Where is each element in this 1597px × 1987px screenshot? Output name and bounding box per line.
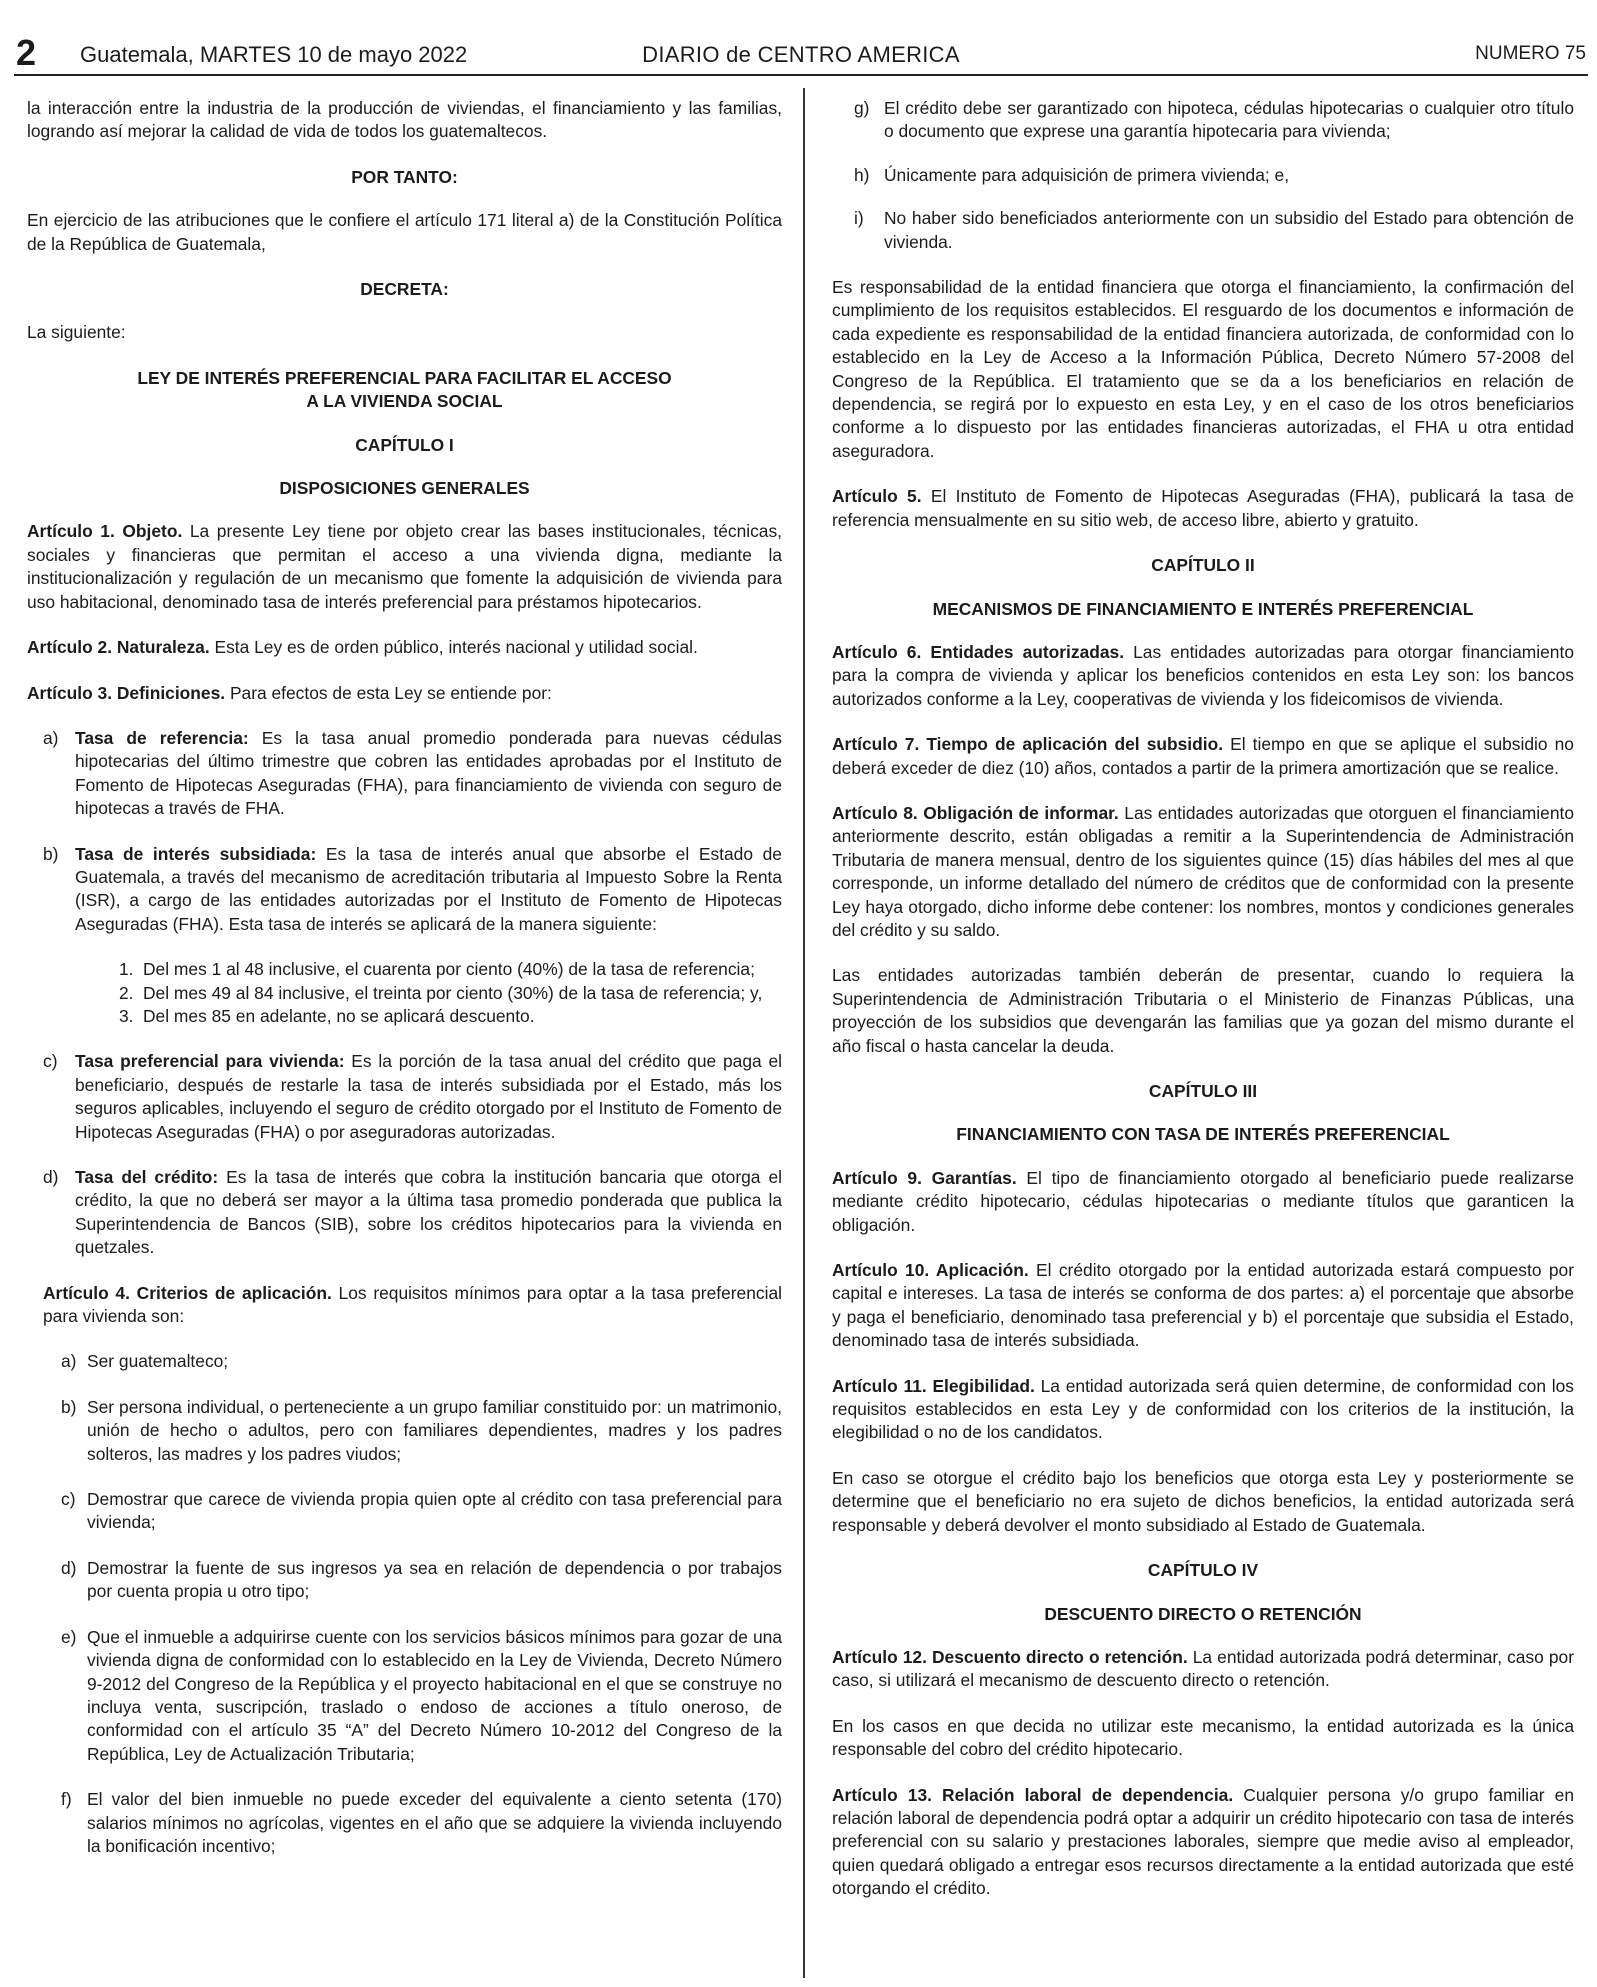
definition-label: c) (43, 1051, 58, 1072)
requirement-text: El valor del bien inmueble no puede exceder del equivalente a ciento setenta (170) salarios mínimos no agrícolas, vigentes en el año que se adquiere la vivienda incluyendo la bonificación incentivo; (87, 1789, 782, 1856)
article-7 (832, 733, 1574, 780)
requirement-text: Ser persona individual, o perteneciente a un grupo familiar constituido por: un matrimonio, unión de hecho o adultos, pero con familiares dependientes, madres y los padres solteros, las madres y los padres viudos; (87, 1396, 782, 1464)
article-6-title: Artículo 6. Entidades autorizadas. (832, 641, 1125, 662)
definition-term: Tasa de referencia: (75, 727, 249, 748)
requirement-item (27, 1350, 782, 1373)
article-3-text: Para efectos de esta Ley se entiende por: (225, 682, 552, 703)
definition-text: Es la tasa anual promedio ponderada para nuevas cédulas hipotecarias del último trimestre que cobren las entidades aprobadas por el Instituto de Fomento de Hipotecas Aseguradas (FHA), para financiamiento de vivienda con seguro de hipotecas a través de FHA. (75, 727, 782, 819)
requirement-item (27, 1557, 782, 1604)
chapter-3-heading: CAPÍTULO III (1148, 1081, 1258, 1101)
chapter-1-heading: CAPÍTULO I (355, 434, 454, 455)
article-3 (27, 682, 782, 705)
article-5-text: El Instituto de Fomento de Hipotecas Aseguradas (FHA), publicará la tasa de referencia mensualmente en su sitio web, de acceso libre, abierto y gratuito. (832, 486, 1574, 530)
definition-term: Tasa del crédito: (75, 1167, 219, 1187)
article-12 (832, 1646, 1574, 1693)
definition-text: Es la tasa de interés que cobra la institución bancaria que otorga el crédito, la que no deberá ser mayor a la última tasa promedio ponderada que publica la Superintendencia de Bancos (SIB), sobre los créditos hipotecarios para la vivienda en quetzales. (75, 1167, 782, 1258)
issue-date: Guatemala, MARTES 10 de mayo 2022 (80, 42, 468, 67)
definition-term: Tasa de interés subsidiada: (75, 843, 317, 864)
definition-item (27, 1050, 782, 1144)
chapter-1-title: DISPOSICIONES GENERALES (279, 478, 530, 499)
requirement-label: f) (61, 1789, 72, 1810)
requirement-label: h) (854, 164, 870, 185)
article-1 (27, 520, 782, 614)
chapter-2-heading: CAPÍTULO II (1151, 555, 1255, 576)
article-13-title: Artículo 13. Relación laboral de dependencia. (832, 1784, 1234, 1805)
definition-item (27, 843, 782, 1029)
requirement-item (854, 207, 1574, 254)
schedule-text: Del mes 85 en adelante, no se aplicará descuento. (143, 1005, 535, 1026)
requirement-label: b) (61, 1396, 77, 1417)
definition-item (27, 1166, 782, 1260)
requirement-label: c) (61, 1489, 76, 1510)
article-2-text: Esta Ley es de orden público, interés nacional y utilidad social. (209, 637, 698, 658)
schedule-item (119, 982, 782, 1005)
article-8-paragraph-2: Las entidades autorizadas también deberán de presentar, cuando lo requiera la Superintendencia de Administración Tributaria o el Ministerio de Finanzas Públicas, una proyección de los subsidios que devengarán las familias que ya gozan del mismo durante el año fiscal o hasta cancelar la deuda. (832, 965, 1574, 1056)
requirement-item (27, 1488, 782, 1535)
column-divider (803, 88, 805, 1978)
article-2 (27, 636, 782, 659)
article-6-text: Las entidades autorizadas para otorgar financiamiento para la compra de vivienda y aplicar los beneficios contenidos en esta Ley son: los bancos autorizados conforme a la Ley, cooperativas de vivienda y los fideicomisos de vivienda. (832, 641, 1574, 709)
chapter-3-title: FINANCIAMIENTO CON TASA DE INTERÉS PREFERENCIAL (956, 1124, 1450, 1145)
left-column (27, 97, 782, 1880)
requirement-item (27, 1788, 782, 1858)
requirement-item (854, 97, 1574, 144)
article-11-title: Artículo 11. Elegibilidad. (832, 1375, 1035, 1396)
page-number: 2 (16, 32, 37, 73)
article-11 (832, 1375, 1574, 1445)
definition-text: Es la porción de la tasa anual del crédito que paga el beneficiario, después de restarle la tasa de interés subsidiada por el Estado, más los seguros aplicables, incluyendo el seguro de crédito otorgado por el Instituto de Fomento de Hipotecas Aseguradas (FHA) o por aseguradoras autorizadas. (75, 1051, 783, 1142)
requirement-label: a) (61, 1351, 77, 1372)
por-tanto-heading: POR TANTO: (351, 166, 458, 187)
chapter-2-title: MECANISMOS DE FINANCIAMIENTO E INTERÉS PREFERENCIAL (932, 598, 1474, 619)
subsidy-schedule (75, 958, 782, 1028)
article-4 (27, 1282, 782, 1329)
article-8-text: Las entidades autorizadas que otorguen el financiamiento anteriormente descrito, están obligadas a remitir a la Superintendencia de Administración Tributaria de manera mensual, dentro de los siguientes quince (15) días hábiles del mes al que corresponde, un informe detallado del número de créditos que de conformidad con la presente Ley haya otorgado, dicho informe debe contener: los nombres, montos y condiciones generales del crédito y su saldo. (832, 802, 1574, 940)
requirement-label: d) (61, 1557, 77, 1578)
intro-paragraph: la interacción entre la industria de la producción de viviendas, el financiamiento y las familias, logrando así mejorar la calidad de vida de todos los guatemaltecos. (27, 98, 782, 142)
responsabilidad-paragraph: Es responsabilidad de la entidad financiera que otorga el financiamiento, la confirmación del cumplimiento de los requisitos establecidos. El resguardo de los documentos e información de cada expediente es responsabilidad de la entidad financiera autorizada, de conformidad con lo establecido en la Ley de Acceso a la Información Pública, Decreto Número 57-2008 del Congreso de la República. El tratamiento que se da a los beneficiarios en relación de dependencia, se regirá por lo expuesto en esta Ley, y en el caso de los otros beneficiarios conforme a lo dispuesto por las entidades financieras autorizadas, el FHA u otra entidad aseguradora. (832, 277, 1574, 461)
requirements-list-continued (832, 97, 1574, 254)
schedule-text: Del mes 49 al 84 inclusive, el treinta por ciento (30%) de la tasa de referencia; y, (143, 982, 763, 1003)
definition-term: Tasa preferencial para vivienda: (75, 1051, 345, 1072)
definition-label: b) (43, 843, 59, 864)
article-8-title: Artículo 8. Obligación de informar. (832, 802, 1119, 823)
definition-item (27, 727, 782, 821)
requirement-label: e) (61, 1626, 77, 1647)
article-7-text: El tiempo en que se aplique el subsidio no deberá exceder de diez (10) años, contados a partir de la primera amortización que se realice. (832, 734, 1574, 778)
article-12-paragraph-2: En los casos en que decida no utilizar este mecanismo, la entidad autorizada es la única responsable del cobro del crédito hipotecario. (832, 1715, 1574, 1760)
article-10-text: El crédito otorgado por la entidad autorizada estará compuesto por capital e intereses. La tasa de interés se conforma de dos partes: a) el porcentaje que absorbe y paga el beneficiario, denominado tasa preferencial y b) el porcentaje que subsidia el Estado, denominado tasa de interés subsidiada. (832, 1260, 1574, 1351)
article-2-title: Artículo 2. Naturaleza. (27, 637, 210, 658)
issue-number: NUMERO 75 (1475, 43, 1586, 64)
article-13 (832, 1784, 1574, 1901)
article-1-title: Artículo 1. Objeto. (27, 521, 183, 542)
article-4-text: Los requisitos mínimos para optar a la tasa preferencial para vivienda son: (43, 1282, 782, 1327)
article-6 (832, 641, 1574, 711)
requirement-item (27, 1396, 782, 1466)
article-9 (832, 1167, 1574, 1237)
schedule-text: Del mes 1 al 48 inclusive, el cuarenta por ciento (40%) de la tasa de referencia; (143, 959, 755, 980)
article-1-text: La presente Ley tiene por objeto crear las bases institucionales, técnicas, sociales y financieras que permitan el acceso a una vivienda digna, mediante la institucionalización y regulación de un mecanismo que fomente la adquisición de vivienda para uso habitacional, denominado tasa de interés preferencial para préstamos hipotecarios. (27, 521, 783, 612)
requirement-text: No haber sido beneficiados anteriormente con un subsidio del Estado para obtención de vivienda. (884, 208, 1574, 252)
schedule-number: 1. (119, 959, 134, 980)
definition-label: a) (43, 727, 59, 748)
article-4-title: Artículo 4. Criterios de aplicación. (43, 1282, 332, 1303)
chapter-4-title: DESCUENTO DIRECTO O RETENCIÓN (1044, 1603, 1362, 1624)
requirement-text: El crédito debe ser garantizado con hipoteca, cédulas hipotecarias o cualquier otro título o documento que exprese una garantía hipotecaria para vivienda; (884, 98, 1574, 142)
article-9-title: Artículo 9. Garantías. (832, 1167, 1017, 1188)
article-12-text: La entidad autorizada podrá determinar, caso por caso, si utilizará el mecanismo de descuento directo o retención. (832, 1646, 1574, 1691)
article-8 (832, 802, 1574, 942)
requirement-text: Demostrar que carece de vivienda propia quien opte al crédito con tasa preferencial para vivienda; (87, 1489, 782, 1533)
schedule-item (119, 1005, 782, 1028)
schedule-number: 3. (119, 1005, 134, 1026)
requirement-text: Demostrar la fuente de sus ingresos ya sea en relación de dependencia o por trabajos por cuenta propia u otro tipo; (87, 1557, 782, 1602)
law-title-line-2: A LA VIVIENDA SOCIAL (306, 391, 503, 412)
right-column (832, 97, 1574, 1923)
article-7-title: Artículo 7. Tiempo de aplicación del subsidio. (832, 734, 1224, 755)
schedule-item (119, 958, 782, 981)
law-title (27, 367, 782, 414)
requirement-item (27, 1626, 782, 1766)
chapter-4-heading: CAPÍTULO IV (1147, 1560, 1259, 1581)
article-5-title: Artículo 5. (832, 486, 922, 507)
requirements-list (27, 1350, 782, 1858)
requirement-text: Que el inmueble a adquirirse cuente con los servicios básicos mínimos para gozar de una vivienda digna de conformidad con lo establecido en la Ley de Vivienda, Decreto Número 9-2012 del Congreso de la República y el proyecto habitacional en el que se construye no incluya venta, suscripción, traslado o endoso de acciones a título oneroso, de conformidad con el artículo 35 “A” del Decreto Número 10-2012 del Congreso de la República, Ley de Actualización Tributaria; (87, 1626, 782, 1764)
article-11-paragraph-2: En caso se otorgue el crédito bajo los beneficios que otorga esta Ley y posteriormente se determine que el beneficiario no era sujeto de dichos beneficios, la entidad autorizada será responsable y deberá devolver el monto subsidiado al Estado de Guatemala. (832, 1467, 1574, 1535)
newspaper-name: DIARIO de CENTRO AMERICA (642, 42, 960, 67)
requirement-label: g) (854, 98, 870, 118)
schedule-number: 2. (119, 982, 134, 1003)
requirement-label: i) (854, 208, 864, 229)
decreta-heading: DECRETA: (360, 279, 449, 300)
article-9-text: El tipo de financiamiento otorgado al beneficiario puede realizarse mediante crédito hipotecario, cédulas hipotecarias o mediante títulos que garanticen la obligación. (832, 1167, 1574, 1235)
article-5 (832, 485, 1574, 532)
definition-label: d) (43, 1167, 59, 1187)
definitions-list (27, 727, 782, 1260)
article-12-title: Artículo 12. Descuento directo o retención. (832, 1646, 1188, 1667)
article-3-title: Artículo 3. Definiciones. (27, 682, 226, 703)
article-10 (832, 1259, 1574, 1353)
page-header (14, 32, 1588, 76)
article-10-title: Artículo 10. Aplicación. (832, 1260, 1029, 1281)
requirement-text: Únicamente para adquisición de primera vivienda; e, (884, 164, 1290, 185)
definition-text: Es la tasa de interés anual que absorbe el Estado de Guatemala, a través del mecanismo de acreditación tributaria al Impuesto Sobre la Renta (ISR), a cargo de las entidades autorizadas por el Instituto de Fomento de Hipotecas Aseguradas (FHA). Esta tasa de interés se aplicará de la manera siguiente: (75, 843, 782, 934)
la-siguiente-text: La siguiente: (27, 322, 126, 343)
article-11-text: La entidad autorizada será quien determine, de conformidad con los requisitos establecidos en esta Ley y de conformidad con los criterios de la institución, la elegibilidad o no de los candidatos. (832, 1375, 1574, 1443)
ejercicio-paragraph: En ejercicio de las atribuciones que le confiere el artículo 171 literal a) de la Constitución Política de la República de Guatemala, (27, 210, 782, 254)
article-13-text: Cualquier persona y/o grupo familiar en relación laboral de dependencia podrá optar a adquirir un crédito hipotecario con tasa de interés preferencial con su salario y prestaciones laborales, siempre que medie aviso al empleador, quien quedará obligado a entregar esos recursos directamente a la entidad autorizada que esté otorgando el crédito. (832, 1784, 1575, 1899)
law-title-line-1: LEY DE INTERÉS PREFERENCIAL PARA FACILITAR EL ACCESO (137, 367, 672, 388)
requirement-text: Ser guatemalteco; (87, 1351, 229, 1372)
requirement-item (854, 164, 1574, 187)
